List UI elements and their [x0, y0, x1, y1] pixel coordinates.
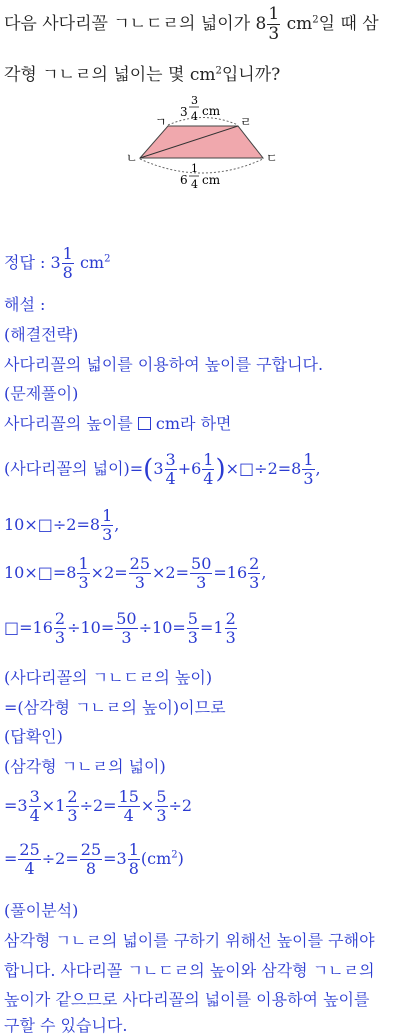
equation-1: (사다리꼴의 넓이)=(3 $\frac{3}{4}$ +6 $\frac{1}{4}$ )×□÷2=8 $\frac{1}{3}$ ,: [4, 450, 321, 488]
top-length-whole: 3: [180, 105, 188, 119]
area-whole: 8: [255, 14, 267, 34]
vertex-n: ㄴ: [126, 151, 138, 165]
bottom-length-whole: 6: [180, 173, 188, 187]
vertex-r: ㄹ: [240, 115, 252, 129]
answer-label: 정답 :: [4, 253, 51, 272]
top-length-den: 4: [191, 110, 198, 123]
equation-2: 10×□÷2=8 $\frac{1}{3}$ ,: [4, 506, 120, 544]
question-text: 다음 사다리꼴 ㄱㄴㄷㄹ의 넓이가: [4, 14, 256, 34]
note-height-triangle: =(삼각형 ㄱㄴㄹ의 높이)이므로: [4, 698, 226, 717]
vertex-d: ㄷ: [266, 151, 278, 165]
note-height-trapezoid: (사다리꼴의 ㄱㄴㄷㄹ의 높이): [4, 668, 213, 687]
question-line-2: 각형 ㄱㄴㄹ의 넓이는 몇 $cm^2$입니까?: [4, 65, 281, 85]
strategy-heading: (해결전략): [4, 325, 79, 344]
bottom-brace: [140, 159, 263, 173]
analysis-heading: (풀이분석): [4, 901, 79, 920]
equation-4: □=16 $\frac{2}{3}$ ÷10= $\frac{50}{3}$ ÷10= $\frac{5}{3}$ =1 $\frac{2}{3}$: [4, 609, 236, 647]
analysis-line-1: 삼각형 ㄱㄴㄹ의 넓이를 구하기 위해선 높이를 구해야: [4, 931, 375, 950]
analysis-line-3: 높이가 같으므로 사다리꼴의 넓이를 이용하여 높이를: [4, 990, 370, 1009]
answer-line: 정답 : 3 $\frac{1}{8}$ $cm^2$: [4, 244, 111, 282]
analysis-line-2: 합니다. 사다리꼴 ㄱㄴㄷㄹ의 높이와 삼각형 ㄱㄴㄹ의: [4, 961, 375, 980]
equation-5: =3 $\frac{3}{4}$ ×1 $\frac{2}{3}$ ÷2= $\frac{15}{4}$ × $\frac{5}{3}$ ÷2: [4, 787, 193, 825]
vertex-g: ㄱ: [155, 115, 167, 129]
trapezoid-figure: [0, 92, 400, 202]
blank-box: [138, 417, 151, 430]
equation-3: 10×□=8 $\frac{1}{3}$ ×2= $\frac{25}{3}$ ×2= $\frac{50}{3}$ =16 $\frac{2}{3}$ ,: [4, 554, 267, 592]
top-brace: [168, 118, 238, 126]
equation-6: = $\frac{25}{4}$ ÷2= $\frac{25}{8}$ =3 $\frac{1}{8}$ $(cm^2)$: [4, 840, 184, 878]
check-heading: (답확인): [4, 727, 63, 746]
check-text: (삼각형 ㄱㄴㄹ의 넓이): [4, 757, 166, 776]
area-unit: cm: [286, 14, 313, 34]
solution-label: 해설 :: [4, 295, 46, 314]
solve-heading: (문제풀이): [4, 384, 79, 403]
analysis-line-4: 구할 수 있습니다.: [4, 1016, 128, 1035]
bottom-length-num: 1: [191, 162, 198, 175]
trapezoid-shape: [140, 126, 263, 158]
question-line-1: 다음 사다리꼴 ㄱㄴㄷㄹ의 넓이가 8 $\frac{1}{3}$ $cm^2$일 때 삼: [4, 4, 379, 44]
solve-text: 사다리꼴의 높이를 cm라 하면: [4, 414, 232, 433]
bottom-length-unit: cm: [202, 173, 221, 187]
area-fraction: $\frac{1}{3}$: [268, 4, 280, 44]
strategy-text: 사다리꼴의 넓이를 이용하여 높이를 구합니다.: [4, 355, 324, 374]
bottom-length-den: 4: [191, 178, 198, 191]
top-length-num: 3: [191, 94, 198, 107]
top-length-unit: cm: [202, 104, 221, 118]
